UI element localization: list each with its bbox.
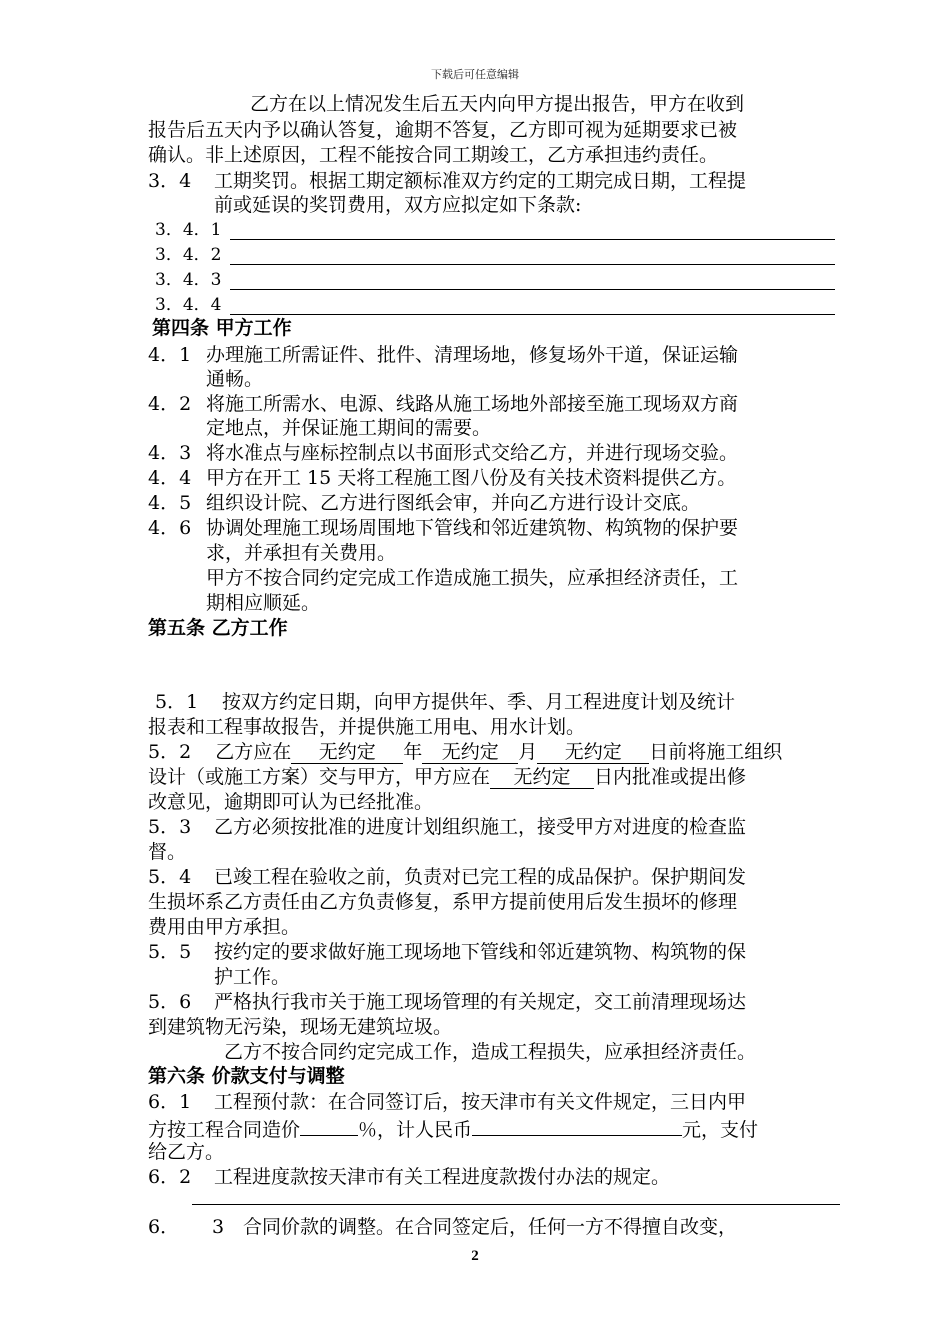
clause-number: 5．2	[148, 741, 192, 763]
paragraph-line: 乙方在以上情况发生后五天内向甲方提出报告，甲方在收到	[250, 93, 745, 115]
clause-text: 生损坏系乙方责任由乙方负责修复，系甲方提前使用后发生损坏的修理	[148, 891, 738, 913]
clause-text: 严格执行我市关于施工现场管理的有关规定，交工前清理现场达	[214, 991, 747, 1013]
clause-text: 组织设计院、乙方进行图纸会审，并向乙方进行设计交底。	[206, 492, 701, 514]
clause-number: 4．1	[148, 344, 192, 366]
clause-text: 费用由甲方承担。	[148, 916, 301, 938]
clause-text: 协调处理施工现场周围地下管线和邻近建筑物、构筑物的保护要	[206, 517, 739, 539]
clause-5-2-line-2	[148, 765, 746, 790]
clause-text: 报表和工程事故报告，并提供施工用电、用水计划。	[148, 716, 586, 738]
subclause-number: 3．4．1	[155, 220, 222, 240]
note-text: 期相应顺延。	[206, 592, 321, 614]
page-header: 下载后可任意编辑	[431, 68, 519, 81]
clause-number: 5．3	[148, 816, 192, 838]
filled-blank: 无约定	[490, 767, 594, 789]
clause-text: 月	[518, 741, 538, 763]
article-4-heading: 第四条 甲方工作	[152, 317, 292, 339]
clause-text: 甲方在开工 15 天将工程施工图八份及有关技术资料提供乙方。	[206, 467, 737, 489]
clause-number: 6．1	[148, 1091, 192, 1113]
article-6-heading: 第六条 价款支付与调整	[148, 1065, 345, 1087]
clause-text: 给乙方。	[148, 1141, 225, 1163]
fill-in-line	[230, 264, 835, 265]
clause-text: ％，计人民币	[358, 1119, 473, 1141]
clause-6-1-line-2	[148, 1115, 758, 1143]
clause-text: 求，并承担有关费用。	[206, 542, 397, 564]
clause-number: 3	[212, 1216, 225, 1238]
clause-text: 定地点，并保证施工期间的需要。	[206, 417, 492, 439]
clause-number: 3．4	[148, 170, 192, 192]
clause-number: 4．3	[148, 442, 192, 464]
clause-text: 通畅。	[206, 368, 264, 390]
clause-number: 4．4	[148, 467, 192, 489]
filled-blank: 无约定	[422, 742, 518, 764]
clause-number: 5．1	[155, 691, 199, 713]
fill-in-blank	[300, 1115, 358, 1136]
clause-number: 5．6	[148, 991, 192, 1013]
clause-text: 方按工程合同造价	[148, 1119, 301, 1141]
clause-text: 办理施工所需证件、批件、清理场地，修复场外干道，保证运输	[206, 344, 739, 366]
clause-text: 乙方应在	[215, 741, 292, 763]
paragraph-line: 报告后五天内予以确认答复，逾期不答复，乙方即可视为延期要求已被	[148, 119, 738, 141]
clause-number: 5．5	[148, 941, 192, 963]
clause-text: 改意见，逾期即可认为已经批准。	[148, 791, 434, 813]
clause-text: 督。	[148, 841, 187, 863]
filled-blank: 无约定	[537, 742, 649, 764]
clause-text: 年	[403, 741, 423, 763]
note-text: 甲方不按合同约定完成工作造成施工损失，应承担经济责任，工	[206, 567, 739, 589]
clause-text: 按双方约定日期，向甲方提供年、季、月工程进度计划及统计	[222, 691, 736, 713]
horizontal-rule	[192, 1204, 840, 1205]
clause-number: 4．5	[148, 492, 192, 514]
clause-text: 到建筑物无污染，现场无建筑垃圾。	[148, 1016, 453, 1038]
clause-number: 6．2	[148, 1166, 192, 1188]
clause-text: 日前将施工组织	[649, 741, 783, 763]
clause-text: 工期奖罚。根据工期定额标准双方约定的工期完成日期，工程提	[214, 170, 747, 192]
clause-text: 已竣工程在验收之前，负责对已完工程的成品保护。保护期间发	[214, 866, 747, 888]
clause-text: 合同价款的调整。在合同签定后，任何一方不得擅自改变，	[243, 1216, 738, 1238]
clause-number: 5．4	[148, 866, 192, 888]
clause-text: 将施工所需水、电源、线路从施工场地外部接至施工现场双方商	[206, 393, 739, 415]
clause-5-2-line-1	[148, 740, 782, 765]
clause-text: 前或延误的奖罚费用，双方应拟定如下条款:	[214, 194, 582, 216]
clause-number: 6．	[148, 1216, 180, 1238]
clause-text: 乙方必须按批准的进度计划组织施工，接受甲方对进度的检查监	[214, 816, 747, 838]
clause-number: 4．6	[148, 517, 192, 539]
page-number: 2	[471, 1248, 479, 1264]
clause-text: 工程预付款：在合同签订后，按天津市有关文件规定，三日内甲	[214, 1091, 747, 1113]
clause-text: 工程进度款按天津市有关工程进度款拨付办法的规定。	[214, 1166, 671, 1188]
filled-blank: 无约定	[291, 742, 403, 764]
subclause-number: 3．4．4	[155, 295, 222, 315]
subclause-number: 3．4．2	[155, 245, 222, 265]
fill-in-line	[230, 239, 835, 240]
fill-in-blank	[472, 1115, 682, 1136]
clause-text: 将水准点与座标控制点以书面形式交给乙方，并进行现场交验。	[206, 442, 739, 464]
fill-in-line	[230, 289, 835, 290]
clause-number: 4．2	[148, 393, 192, 415]
subclause-number: 3．4．3	[155, 270, 222, 290]
paragraph-line: 确认。非上述原因，工程不能按合同工期竣工，乙方承担违约责任。	[148, 144, 719, 166]
clause-text: 元，支付	[682, 1119, 759, 1141]
clause-text: 按约定的要求做好施工现场地下管线和邻近建筑物、构筑物的保	[214, 941, 747, 963]
fill-in-line	[230, 314, 835, 315]
note-text: 乙方不按合同约定完成工作，造成工程损失，应承担经济责任。	[224, 1041, 757, 1063]
clause-text: 护工作。	[214, 966, 291, 988]
clause-text: 设计（或施工方案）交与甲方，甲方应在	[148, 766, 491, 788]
clause-text: 日内批准或提出修	[594, 766, 747, 788]
article-5-heading: 第五条 乙方工作	[148, 617, 288, 639]
